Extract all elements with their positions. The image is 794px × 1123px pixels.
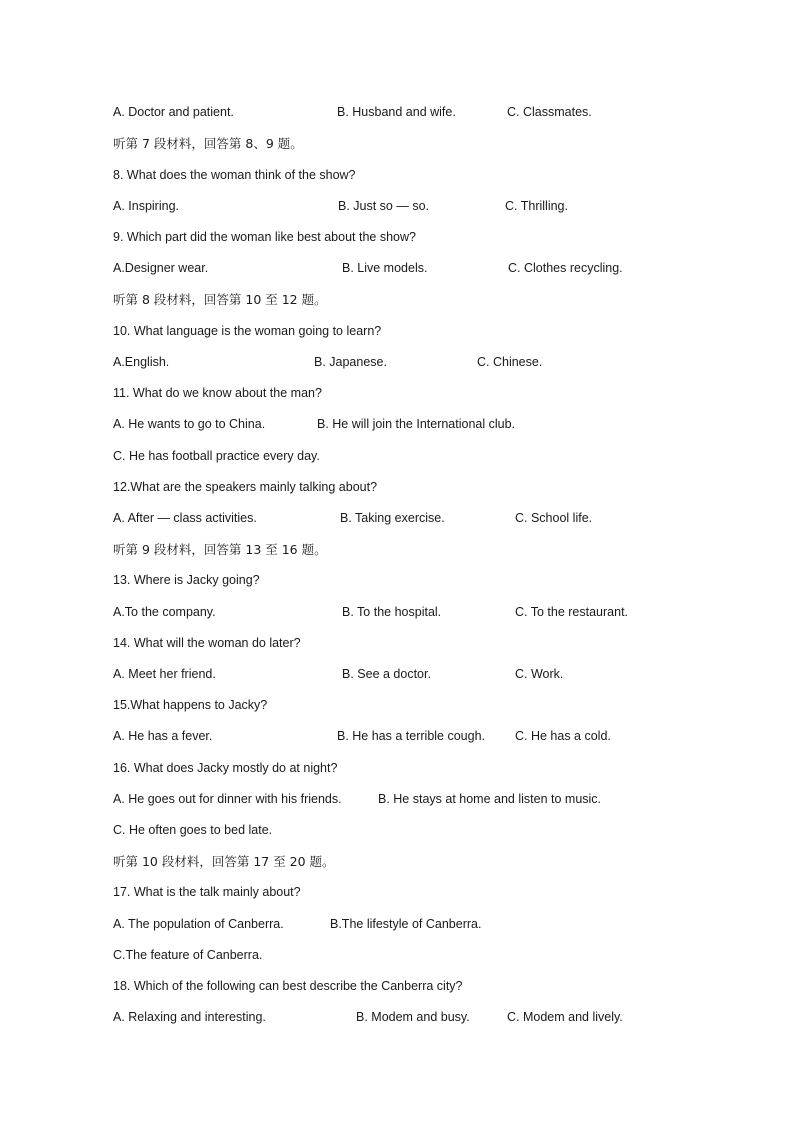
section-heading: 听第 8 段材料，回答第 10 至 12 题。 — [113, 292, 327, 307]
answer-option: B. To the hospital. — [342, 605, 442, 619]
section-heading: 听第 7 段材料，回答第 8、9 题。 — [113, 136, 303, 151]
question-text: 11. What do we know about the man? — [113, 386, 322, 400]
answer-option: B. He will join the International club. — [317, 417, 516, 431]
answer-option: C. Clothes recycling. — [508, 261, 623, 275]
answer-option: B. He has a terrible cough. — [337, 729, 485, 743]
answer-option: C.The feature of Canberra. — [113, 948, 263, 962]
answer-option: A.English. — [113, 355, 170, 369]
answer-option: C. Work. — [515, 667, 564, 681]
answer-option: A. Relaxing and interesting. — [113, 1010, 266, 1024]
answer-option: C. He often goes to bed late. — [113, 823, 273, 837]
question-text: 15.What happens to Jacky? — [113, 698, 268, 712]
question-text: 18. Which of the following can best describe the Canberra city? — [113, 979, 463, 993]
answer-option: B. He stays at home and listen to music. — [378, 792, 602, 806]
section-heading: 听第 10 段材料，回答第 17 至 20 题。 — [113, 854, 335, 869]
answer-option: B. Just so — so. — [338, 199, 430, 213]
question-text: 16. What does Jacky mostly do at night? — [113, 761, 338, 775]
answer-option: B. Taking exercise. — [340, 511, 445, 525]
question-text: 8. What does the woman think of the show? — [113, 168, 356, 182]
answer-option: A. After — class activities. — [113, 511, 257, 525]
answer-option: A. He goes out for dinner with his friends. — [113, 792, 342, 806]
answer-option: A. Inspiring. — [113, 199, 180, 213]
question-text: 17. What is the talk mainly about? — [113, 885, 301, 899]
answer-option: A. Meet her friend. — [113, 667, 216, 681]
answer-option: C. School life. — [515, 511, 593, 525]
question-text: 12.What are the speakers mainly talking about? — [113, 480, 378, 494]
answer-option: B. See a doctor. — [342, 667, 431, 681]
question-text: 10. What language is the woman going to learn? — [113, 324, 382, 338]
answer-option: C. He has a cold. — [515, 729, 611, 743]
answer-option: C. Classmates. — [507, 105, 592, 119]
answer-option: C. Modem and lively. — [507, 1010, 623, 1024]
answer-option: C. To the restaurant. — [515, 605, 629, 619]
answer-option: B. Japanese. — [314, 355, 387, 369]
answer-option: A. Doctor and patient. — [113, 105, 234, 119]
question-text: 9. Which part did the woman like best about the show? — [113, 230, 416, 244]
answer-option: A. He has a fever. — [113, 729, 213, 743]
answer-option: A. He wants to go to China. — [113, 417, 266, 431]
answer-option: B.The lifestyle of Canberra. — [330, 917, 482, 931]
answer-option: B. Husband and wife. — [337, 105, 456, 119]
answer-option: C. He has football practice every day. — [113, 449, 320, 463]
answer-option: C. Chinese. — [477, 355, 543, 369]
section-heading: 听第 9 段材料，回答第 13 至 16 题。 — [113, 542, 327, 557]
answer-option: A. The population of Canberra. — [113, 917, 284, 931]
question-text: 14. What will the woman do later? — [113, 636, 301, 650]
answer-option: A.Designer wear. — [113, 261, 209, 275]
question-text: 13. Where is Jacky going? — [113, 573, 260, 587]
answer-option: B. Modem and busy. — [356, 1010, 470, 1024]
answer-option: C. Thrilling. — [505, 199, 568, 213]
answer-option: A.To the company. — [113, 605, 216, 619]
answer-option: B. Live models. — [342, 261, 428, 275]
